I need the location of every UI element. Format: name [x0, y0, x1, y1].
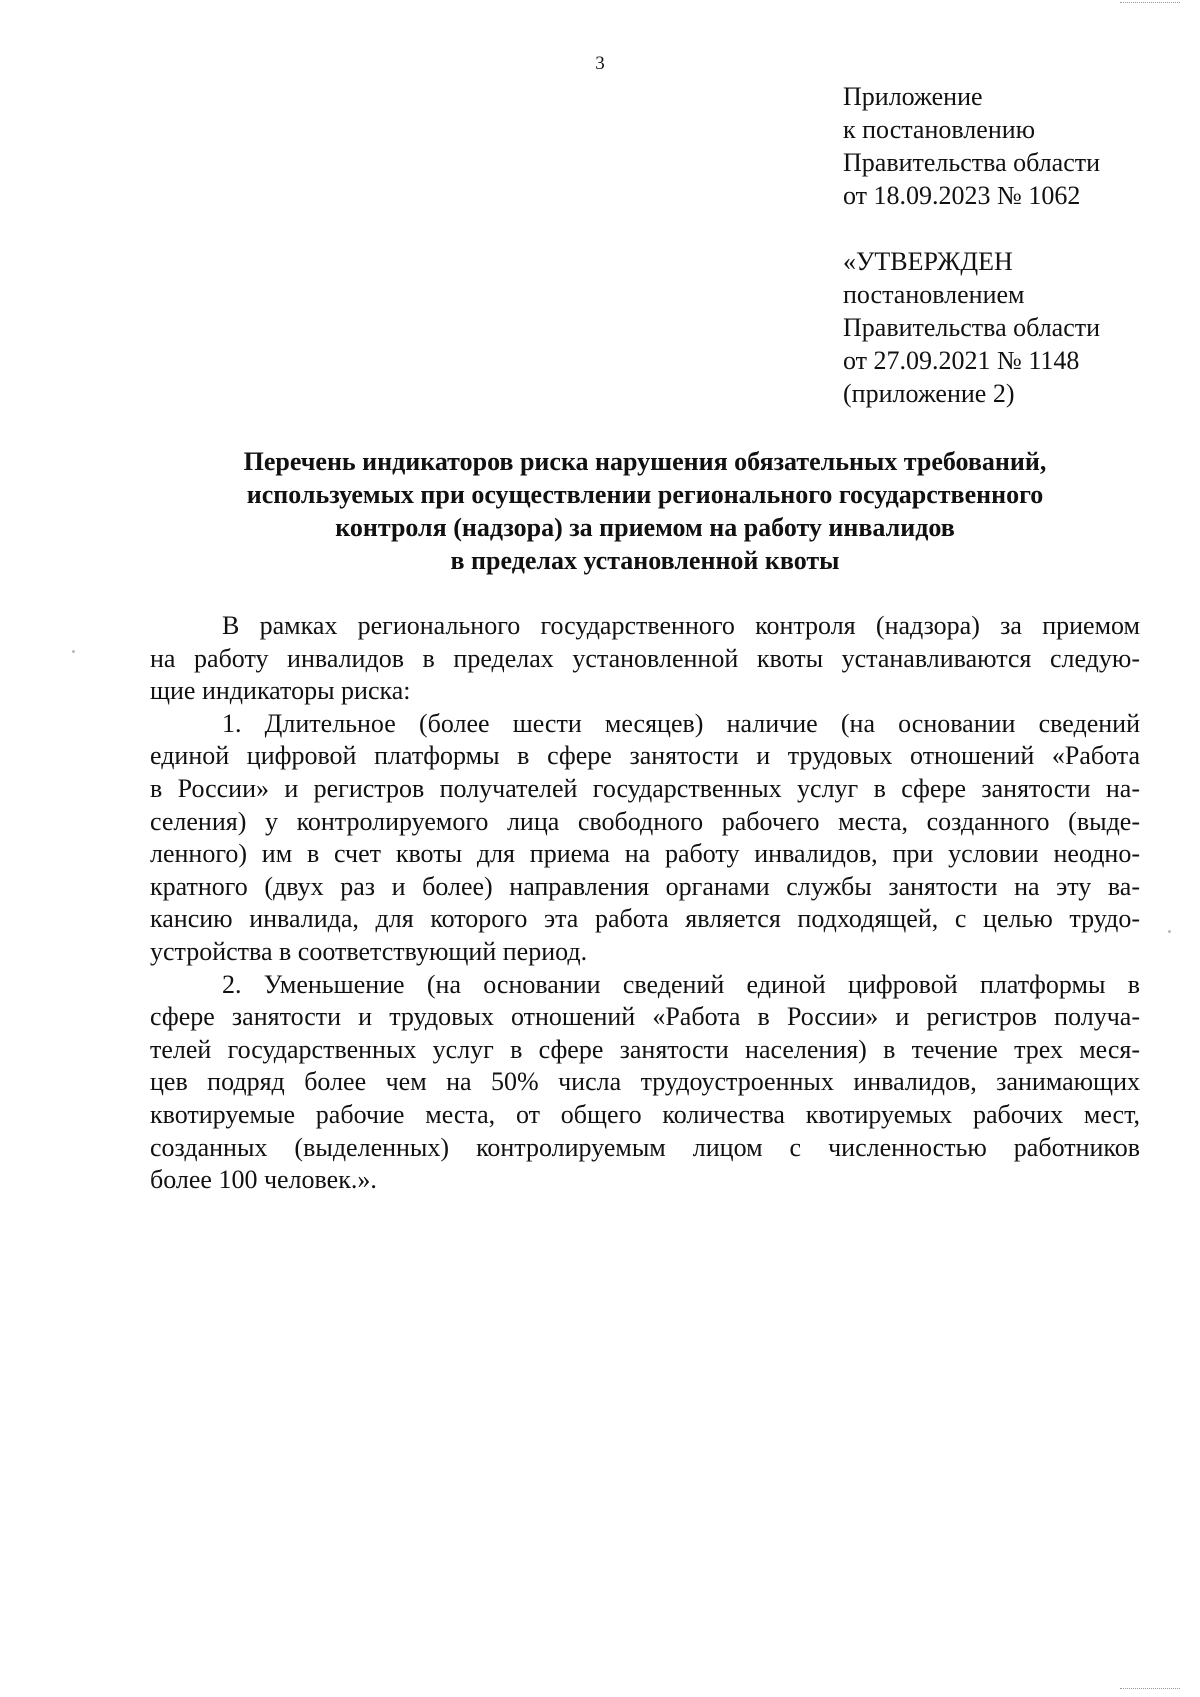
appendix-line: Правительства области — [843, 148, 1101, 177]
list-item-2-line: сфере занятости и трудовых отношений «Работа в России» и регистров получа- — [150, 1002, 1140, 1032]
list-item-1-line: устройства в соответствующий период. — [150, 936, 588, 966]
list-item-2-line: цев подряд более чем на 50% числа трудоустроенных инвалидов, занимающих — [150, 1067, 1140, 1097]
body-line: В рамках регионального государственного контроля (надзора) за приемом — [222, 611, 1140, 640]
approval-line: от 27.09.2021 № 1148 — [843, 346, 1080, 375]
list-item-1-line: 1. Длительное (более шести месяцев) наличие (на основании сведений — [222, 708, 1140, 738]
approval-line: постановлением — [843, 280, 1025, 309]
scan-edge-mark — [1120, 1688, 1180, 1695]
list-item-1-line: ленного) им в счет квоты для приема на работу инвалидов, при условии неодно- — [150, 839, 1140, 869]
document-title — [150, 445, 1140, 577]
approval-stamp-text — [843, 245, 1173, 410]
approval-line: «УТВЕРЖДЕН — [843, 247, 1013, 276]
list-item-2-line: 2. Уменьшение (на основании сведений единой цифровой платформы в — [222, 969, 1140, 999]
approval-line: Правительства области — [843, 313, 1101, 342]
title-line: Перечень индикаторов риска нарушения обязательных требований, — [243, 447, 1047, 476]
list-item-1-line: селения) у контролируемого лица свободного рабочего места, созданного (выде- — [150, 806, 1140, 836]
list-item-1-line: кратного (двух раз и более) направления органами службы занятости на эту ва- — [150, 871, 1140, 901]
appendix-header — [843, 80, 1173, 212]
body-line: щие индикаторы риска: — [150, 676, 411, 706]
scan-speck — [1168, 930, 1171, 933]
title-line: в пределах установленной квоты — [450, 546, 840, 575]
list-item-1-line: кансию инвалида, для которого эта работа является подходящей, с целью трудо- — [150, 904, 1140, 934]
list-item-2-line: более 100 человек.». — [150, 1165, 377, 1195]
scan-edge-mark — [1120, 2, 1180, 9]
approval-line: (приложение 2) — [843, 379, 1015, 408]
appendix-line: к постановлению — [843, 115, 1036, 144]
appendix-line: от 18.09.2023 № 1062 — [843, 181, 1081, 210]
list-item-1-line: единой цифровой платформы в сфере занятости и трудовых отношений «Работа — [150, 741, 1140, 771]
title-line: контроля (надзора) за приемом на работу инвалидов — [335, 513, 955, 542]
page-number: 3 — [595, 53, 605, 74]
list-item-1-line: в России» и регистров получателей государственных услуг в сфере занятости на- — [150, 773, 1140, 803]
list-item-2-line: квотируемые рабочие места, от общего количества квотируемых рабочих мест, — [150, 1099, 1140, 1129]
appendix-line: Приложение — [843, 82, 983, 111]
list-item-2-line: созданных (выделенных) контролируемым лицом с численностью работников — [150, 1132, 1140, 1162]
document-body — [150, 610, 1140, 1197]
scan-speck — [72, 650, 75, 653]
title-line: используемых при осуществлении регионального государственного — [246, 480, 1044, 509]
body-line: на работу инвалидов в пределах установленной квоты устанавливаются следую- — [150, 643, 1140, 673]
list-item-2-line: телей государственных услуг в сфере занятости населения) в течение трех меся- — [150, 1034, 1140, 1064]
